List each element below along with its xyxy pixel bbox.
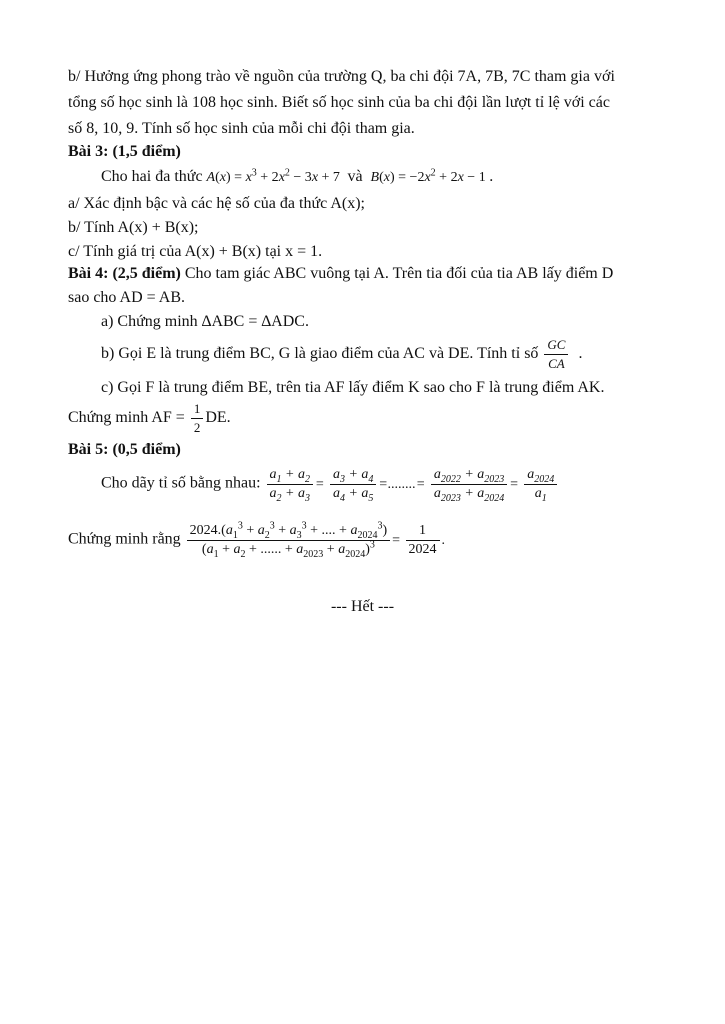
- bai5-prove: Chứng minh rằng $\frac{2024.(a_1^3 + a_2^3 + a_3^3 + .... + a_{2024}^3)}{(a_1 + a_2 + ...... + a_{2023} + a_{2024})^3}$ = $\frac{1}{2024}$ .: [68, 520, 446, 560]
- fraction-one-half: $\frac{1}{2}$: [191, 400, 204, 437]
- and-word: và: [347, 168, 363, 185]
- prove-equation: $\frac{2024.(a_1^3 + a_2^3 + a_3^3 + .... + a_{2024}^3)}{(a_1 + a_2 + ...... + a_{2023} + a_{2024})^3}$ = $\frac{1}{2024}$ .: [185, 533, 445, 548]
- ratio-gc-ca: $\frac{GC}{CA}$: [544, 336, 568, 373]
- polynomial-a: $A(x) = x^3 + 2x^2 - 3x + 7$: [206, 167, 344, 185]
- bai3-c: c/ Tính giá trị của A(x) + B(x) tại x = 1.: [68, 243, 323, 260]
- bai3-title: Bài 3: (1,5 điểm): [68, 143, 181, 160]
- bai4-line1: [68, 264, 613, 284]
- bai5-sequence: Cho dãy tỉ số bằng nhau: $\frac{a_1 + a_2}{a_2 + a_3}$ = $\frac{a_3 + a_4}{a_4 + a_5}$ =........= $\frac{a_{2022} + a_{2023}}{a_{2023} + a_{2024}}$ = $\frac{a_{2024}}{a_1}$: [101, 466, 559, 503]
- bai3-a: a/ Xác định bậc và các hệ số của đa thức A(x);: [68, 195, 365, 212]
- ratio-sequence: $\frac{a_1 + a_2}{a_2 + a_3}$ = $\frac{a_3 + a_4}{a_4 + a_5}$ =........= $\frac{a_{2022} + a_{2023}}{a_{2023} + a_{2024}}$ = $\frac{a_{2024}}{a_1}$: [265, 477, 560, 492]
- bai4-text: Cho tam giác ABC vuông tại A. Trên tia đối của tia AB lấy điểm D: [180, 265, 614, 282]
- bai4-b: b) Gọi E là trung điểm BC, G là giao điểm của AC và DE. Tính tỉ số $\frac{GC}{CA}$ .: [101, 337, 583, 371]
- footer: --- Hết ---: [330, 598, 395, 615]
- paragraph-line: số 8, 10, 9. Tính số học sinh của mỗi chi đội tham gia.: [68, 120, 415, 137]
- bai4-prove: Chứng minh AF = $\frac{1}{2}$ DE.: [68, 401, 231, 435]
- bai3-b: b/ Tính A(x) + B(x);: [68, 219, 199, 236]
- paragraph-line: tổng số học sinh là 108 học sinh. Biết số học sinh của ba chi đội lần lượt tỉ lệ với các: [68, 94, 610, 111]
- bai4-line2: sao cho AD = AB.: [68, 289, 186, 306]
- bai4-b-text: b) Gọi E là trung điểm BC, G là giao điểm của AC và DE. Tính tỉ số: [101, 345, 539, 363]
- bai3-intro: Cho hai đa thức $A(x) = x^3 + 2x^2 - 3x + 7$ và $B(x) = -2x^2 + 2x - 1$ .: [101, 167, 494, 185]
- bai4-c: c) Gọi F là trung điểm BE, trên tia AF lấy điểm K sao cho F là trung điểm AK.: [101, 379, 605, 396]
- paragraph-line: b/ Hưởng ứng phong trào về nguồn của trường Q, ba chi đội 7A, 7B, 7C tham gia với: [68, 68, 615, 85]
- bai5-title: Bài 5: (0,5 điểm): [68, 441, 181, 458]
- bai3-intro-text: Cho hai đa thức: [101, 168, 203, 185]
- bai4-title: Bài 4: (2,5 điểm): [68, 265, 181, 282]
- polynomial-b: $B(x) = -2x^2 + 2x - 1$: [370, 167, 490, 185]
- bai4-a: a) Chứng minh ∆ABC = ∆ADC.: [101, 313, 309, 330]
